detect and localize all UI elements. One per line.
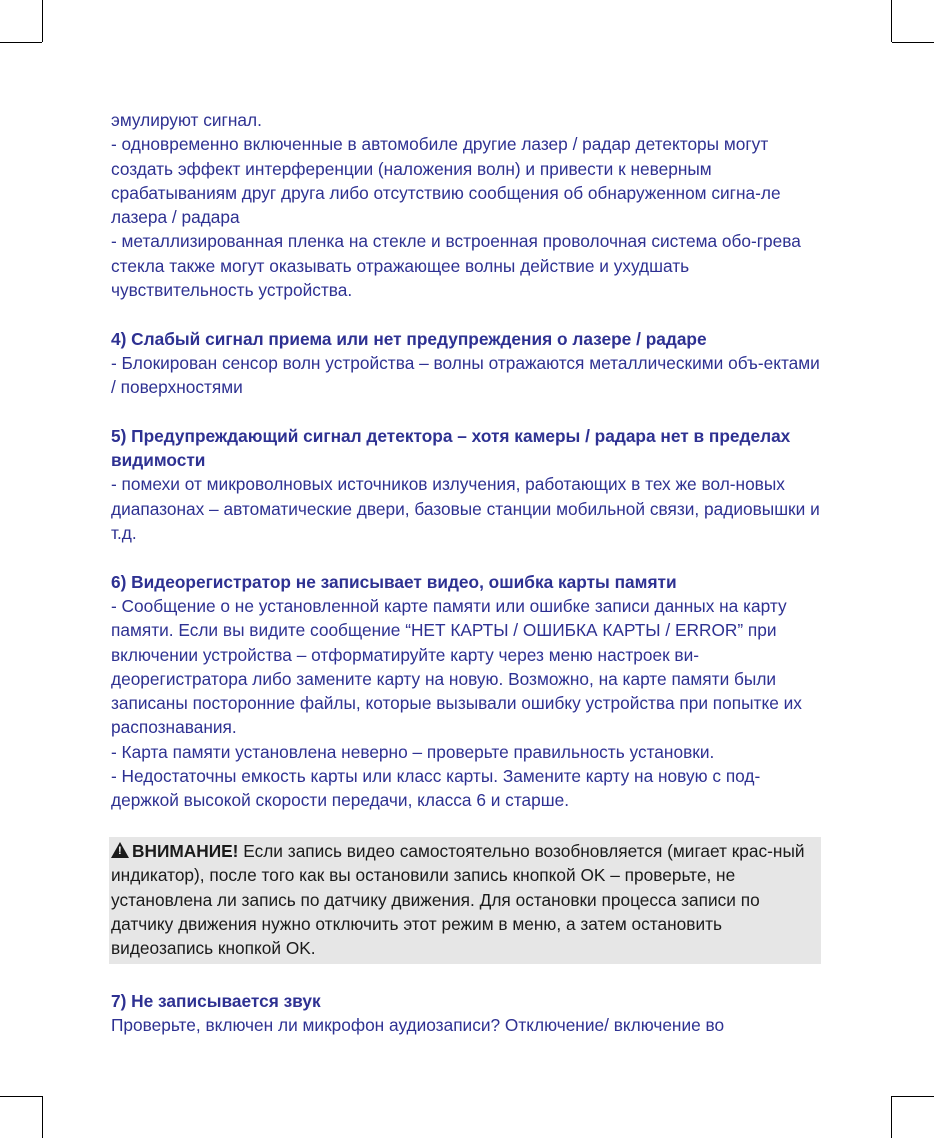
- section-6-body-1: - Сообщение о не установленной карте памяти или ошибке записи данных на карту памяти. Если вы видите сообщение “НЕТ КАРТЫ / ОШИБКА КАРТЫ / ERROR” при включении устройства – отформатируйте карту через меню настроек ви-деорегистратора либо замените карту на новую. Возможно, на карте памяти были записаны посторонние файлы, которые вызывали ошибку устройства при попытке их распознавания.: [111, 595, 802, 738]
- paragraph-interference: - одновременно включенные в автомобиле другие лазер / радар детекторы могут создать эффект интерференции (наложения волн) и привести к неверным срабатываниям друг друга либо отсутствию сообщения об обнаруженном сигна-ле лазера / радара: [111, 134, 781, 228]
- warning-label: ВНИМАНИЕ!: [132, 840, 239, 861]
- section-6-body-2: - Карта памяти установлена неверно – проверьте правильность установки.: [111, 741, 715, 762]
- section-7-body: Проверьте, включен ли микрофон аудиозаписи? Отключение/ включение во: [111, 1014, 725, 1035]
- paragraph-metallized-film: - металлизированная пленка на стекле и встроенная проволочная система обо-грева стекла также могут оказывать отражающее волны действие и ухудшать чувствительность устройства.: [111, 231, 801, 301]
- crop-mark-top-left-horizontal: [0, 42, 42, 43]
- warning-text: Если запись видео самостоятельно возобновляется (мигает крас-ный индикатор), после того как вы остановили запись кнопкой OK – проверьте, не установлена ли запись по датчику движения. Для остановки процесса записи по датчику движения нужно отключить этот режим в меню, а затем остановить видеозапись кнопкой OK.: [111, 840, 805, 959]
- crop-mark-bottom-left-horizontal: [0, 1096, 42, 1097]
- document-body: [111, 108, 823, 1037]
- section-5-body: - помехи от микроволновых источников излучения, работающих в тех же вол-новых диапазонах – автоматические двери, базовые станции мобильной связи, радиовышки и т.д.: [111, 474, 820, 544]
- spacer: [111, 964, 823, 988]
- section-6-heading: 6) Видеорегистратор не записывает видео, ошибка карты памяти: [111, 571, 677, 592]
- section-7-heading: 7) Не записывается звук: [111, 990, 321, 1011]
- crop-mark-bottom-right-horizontal: [892, 1096, 934, 1097]
- section-5-heading: 5) Предупреждающий сигнал детектора – хотя камеры / радара нет в пределах видимости: [111, 425, 791, 471]
- spacer: [111, 302, 823, 326]
- section-4-heading: 4) Слабый сигнал приема или нет предупреждения о лазере / радаре: [111, 328, 707, 349]
- spacer: [111, 545, 823, 569]
- spacer: [111, 813, 823, 837]
- crop-mark-top-right-vertical: [891, 0, 892, 42]
- warning-triangle-icon: !: [111, 842, 129, 858]
- crop-mark-bottom-left-vertical: [42, 1096, 43, 1138]
- section-6-body-3: - Недостаточны емкость карты или класс карты. Замените карту на новую с под-держкой высокой скорости передачи, класса 6 и старше.: [111, 766, 761, 811]
- crop-mark-top-right-horizontal: [892, 42, 934, 43]
- spacer: [111, 400, 823, 424]
- warning-paragraph: [111, 839, 821, 960]
- crop-mark-bottom-right-vertical: [891, 1096, 892, 1138]
- crop-mark-top-left-vertical: [42, 0, 43, 42]
- paragraph-continuation: эмулируют сигнал.: [111, 110, 262, 130]
- warning-box: [109, 837, 821, 964]
- section-4-body: - Блокирован сенсор волн устройства – волны отражаются металлическими объ-ектами / поверхностями: [111, 352, 820, 398]
